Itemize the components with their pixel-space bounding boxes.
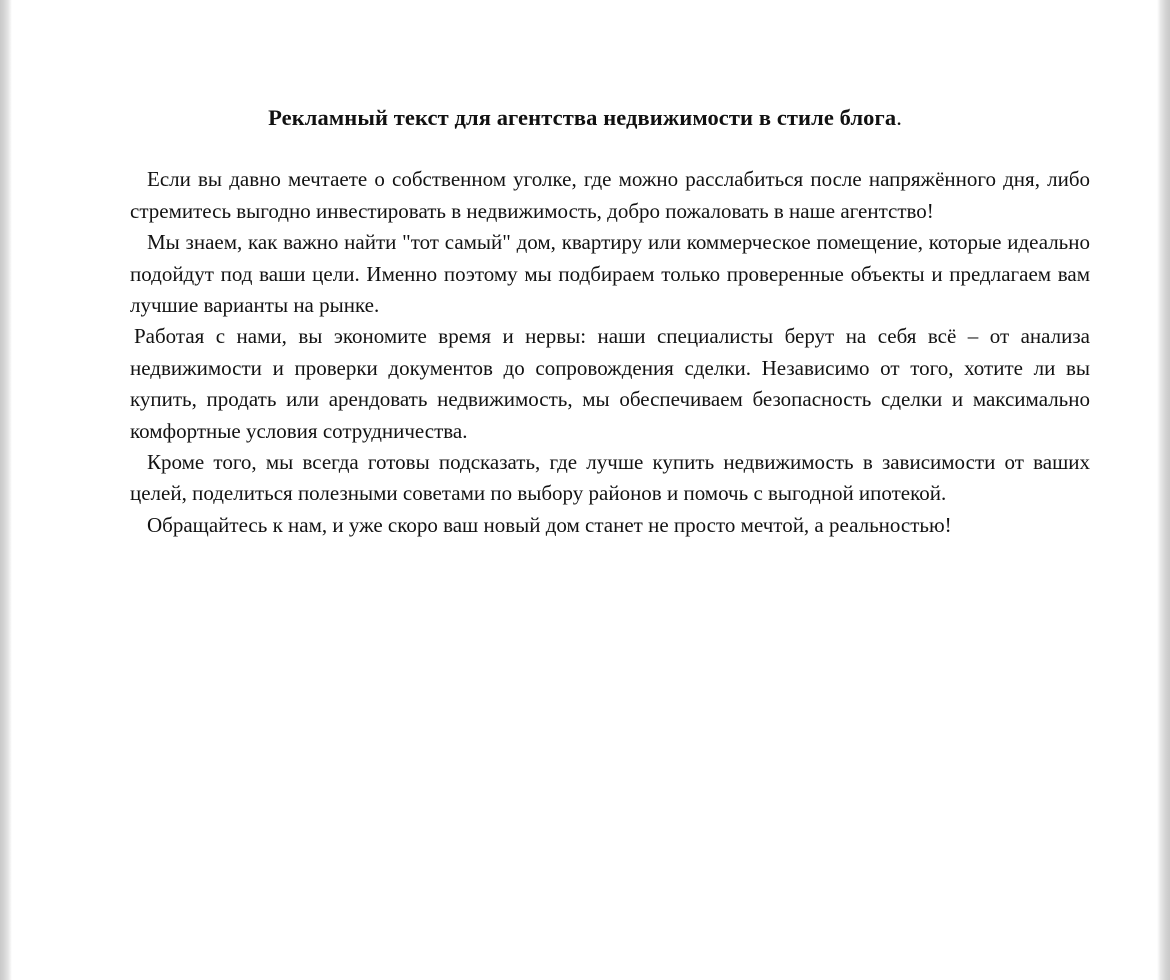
document-body — [130, 164, 1090, 541]
page-title-period: . — [896, 105, 902, 130]
paragraph-4: Кроме того, мы всегда готовы подсказать, где лучше купить недвижимость в зависимости от ваших целей, поделиться полезными советами по выбору районов и помочь с выгодной ипотекой. — [130, 450, 1090, 506]
paragraph-1: Если вы давно мечтаете о собственном уголке, где можно расслабиться после напряжённого дня, либо стремитесь выгодно инвестировать в недвижимость, добро пожаловать в наше агентство! — [130, 167, 1090, 223]
page-title-text: Рекламный текст для агентства недвижимости в стиле блога — [268, 105, 897, 130]
paragraph-2: Мы знаем, как важно найти "тот самый" дом, квартиру или коммерческое помещение, которые идеально подойдут под ваши цели. Именно поэтому мы подбираем только проверенные объекты и предлагаем вам лучшие варианты на рынке. — [130, 230, 1090, 317]
paragraph-5: Обращайтесь к нам, и уже скоро ваш новый дом станет не просто мечтой, а реальностью! — [147, 512, 952, 537]
paragraph-3: Работая с нами, вы экономите время и нервы: наши специалисты берут на себя всё – от анализа недвижимости и проверки документов до сопровождения сделки. Независимо от того, хотите ли вы купить, продать или арендовать недвижимость, мы обеспечиваем безопасность сделки и максимально комфортные условия сотрудничества. — [130, 324, 1090, 443]
page-title — [130, 0, 1090, 133]
